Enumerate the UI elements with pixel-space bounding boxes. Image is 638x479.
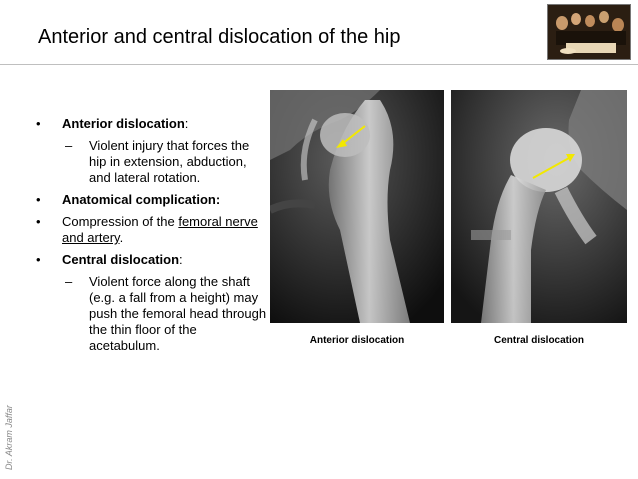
bullet-punct: : [179, 252, 183, 267]
bullet-anatomical-complication [36, 192, 268, 208]
sub-bullet-anterior [36, 138, 268, 186]
sub-bullet-text: Violent force along the shaft (e.g. a fall from a height) may push the femoral head through the thin floor of the acetabulum. [89, 274, 267, 353]
dash-marker: – [65, 274, 73, 289]
bullet-punct: . [119, 230, 124, 245]
slide-title: Anterior and central dislocation of the hip [38, 26, 401, 48]
bullet-marker: • [36, 116, 41, 131]
caption-anterior: Anterior dislocation [309, 335, 405, 346]
bullet-list [36, 116, 268, 360]
femoral-link[interactable]: femoral nerve and artery [62, 214, 258, 245]
pointer-arrow-anterior [270, 90, 444, 323]
sub-bullet-central [36, 274, 268, 354]
xray-central-dislocation [451, 90, 627, 323]
bullet-heading: Anatomical complication: [62, 192, 221, 207]
bullet-heading: Central dislocation [62, 252, 180, 267]
title-divider [0, 64, 638, 65]
bullet-punct: : [184, 116, 189, 131]
bullet-anterior-dislocation [36, 116, 268, 132]
bullet-heading: Anterior dislocation [62, 116, 185, 131]
pointer-arrow-central [451, 90, 627, 323]
xray-anterior-dislocation [270, 90, 444, 323]
sub-bullet-text: Violent injury that forces the hip in extension, abduction, and lateral rotation. [89, 138, 250, 185]
bullet-central-dislocation [36, 252, 268, 268]
caption-central: Central dislocation [493, 335, 584, 346]
painting-thumbnail [547, 4, 631, 60]
bullet-compression [36, 214, 268, 246]
bullet-marker: • [36, 252, 41, 267]
dash-marker: – [65, 138, 73, 153]
bullet-marker: • [36, 214, 41, 229]
author-watermark: Dr. Akram Jaffar [4, 405, 14, 470]
bullet-marker: • [36, 192, 41, 207]
bullet-text: Compression of the [62, 214, 179, 229]
